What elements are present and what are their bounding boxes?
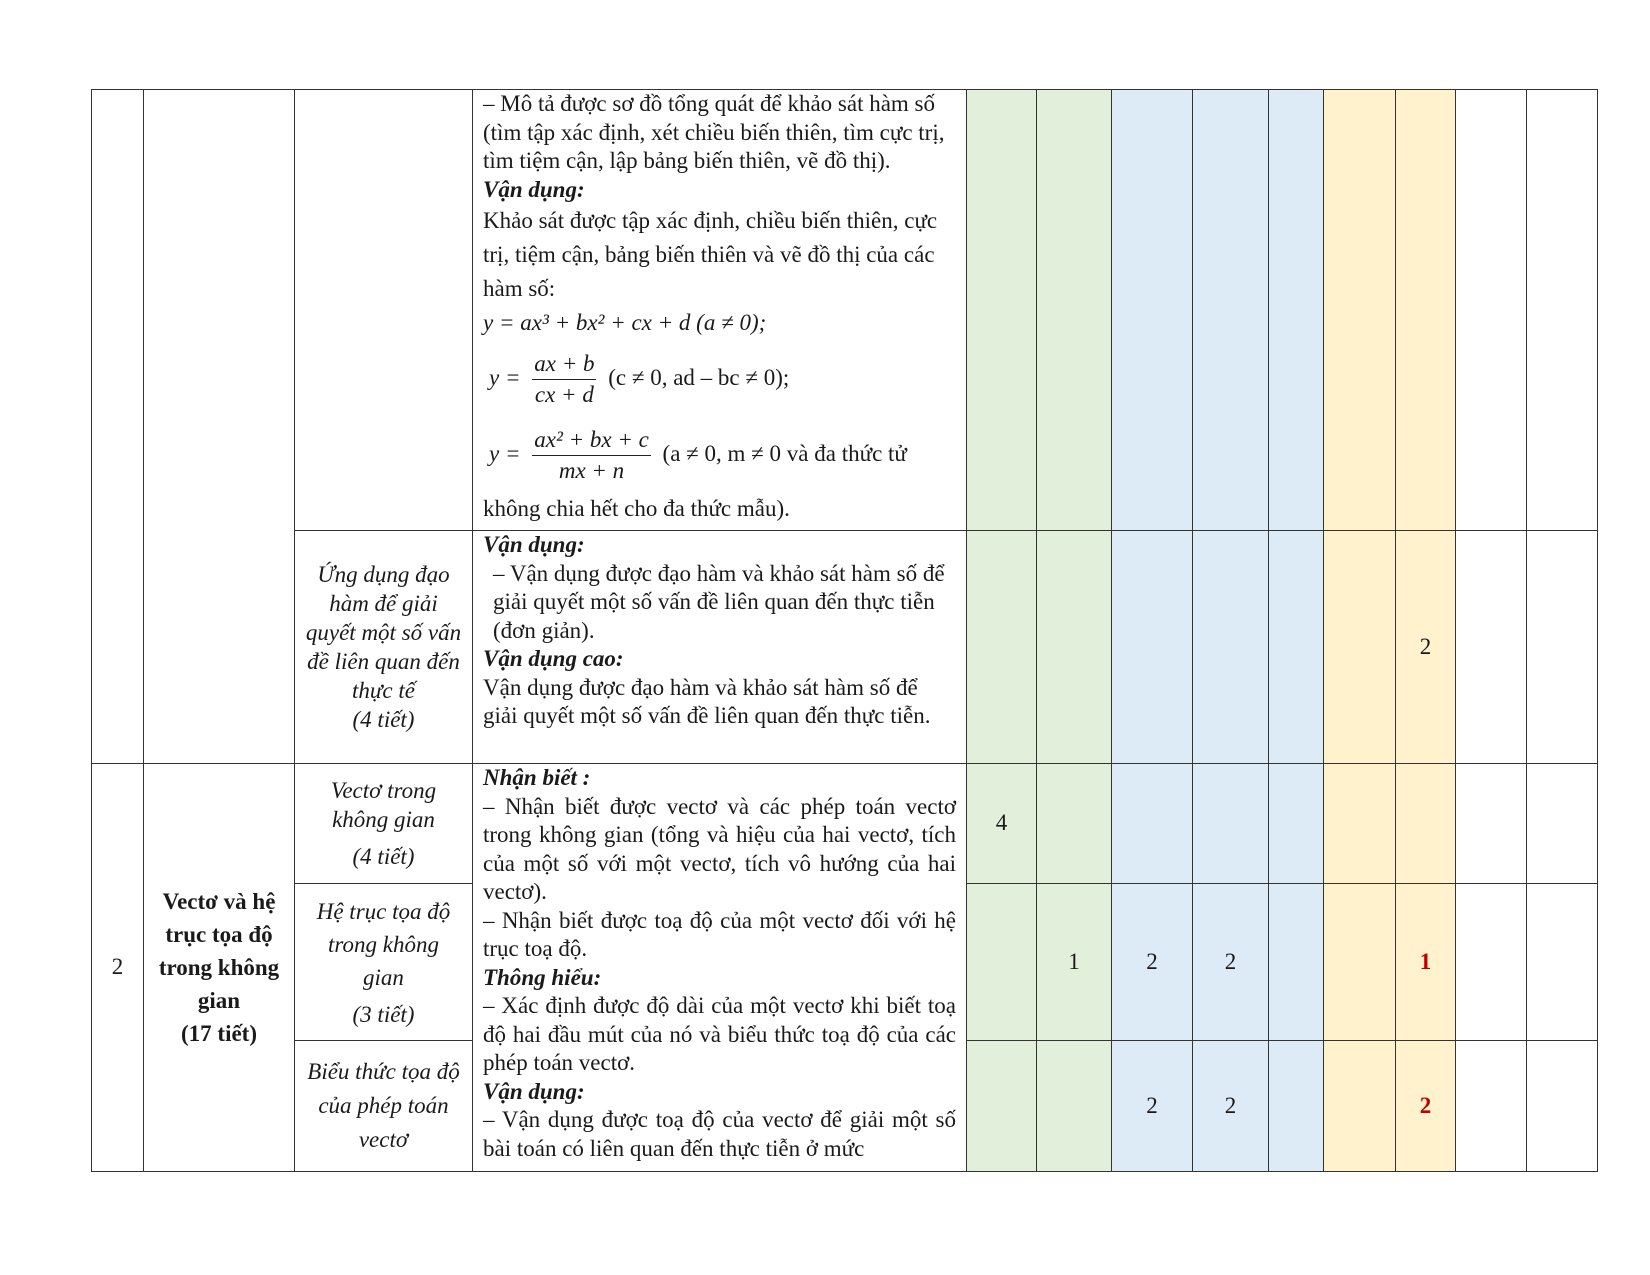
count-cell — [1269, 884, 1324, 1041]
level-heading-understand: Thông hiểu: — [483, 964, 602, 990]
level-heading-apply: Vận dụng: — [483, 532, 585, 557]
formula-lhs: y = — [489, 365, 521, 390]
requirement-text: – Nhận biết được toạ độ của một vectơ đối với hệ trục toạ độ. — [483, 907, 956, 961]
unit-name: Hệ trục tọa độ trong không gian — [316, 899, 451, 990]
requirement-text: Khảo sát được tập xác định, chiều biến thiên, cực trị, tiệm cận, bảng biến thiên và vẽ đồ thị của các hàm số: — [483, 208, 938, 301]
count-cell — [1527, 764, 1598, 884]
table-row — [92, 764, 1598, 884]
count-cell — [1324, 531, 1396, 764]
unit-name: Vectơ trong không gian — [330, 778, 437, 832]
count-cell — [1456, 884, 1527, 1041]
requirement-text: – Nhận biết được vectơ và các phép toán vectơ trong không gian (tổng và hiệu của hai vectơ, tích của một số với một vectơ, tích vô hướng của hai vectơ). — [483, 793, 956, 904]
topic-cell — [144, 764, 295, 1172]
count-cell — [1527, 1041, 1598, 1172]
count-cell — [1112, 764, 1193, 884]
unit-cell — [295, 531, 473, 764]
count-cell — [1037, 1041, 1112, 1172]
count-cell — [1269, 531, 1324, 764]
formula-rational-2 — [483, 416, 956, 492]
topic-hours: (17 tiết) — [181, 1021, 257, 1046]
count-cell: 2 — [1112, 884, 1193, 1041]
fraction — [532, 425, 651, 486]
count-cell: 1 — [1037, 884, 1112, 1041]
unit-cell — [295, 884, 473, 1041]
requirement-text: – Mô tả được sơ đồ tổng quát để khảo sát hàm số (tìm tập xác định, xét chiều biến thiên, tìm cực trị, tìm tiệm cận, lập bảng biến thiên, vẽ đồ thị). — [483, 91, 945, 173]
level-heading-high: Vận dụng cao: — [483, 646, 624, 671]
count-cell — [1456, 90, 1527, 531]
requirement-text: không chia hết cho đa thức mẫu). — [483, 496, 790, 521]
fraction — [532, 349, 596, 410]
count-cell — [967, 531, 1037, 764]
unit-cell — [295, 764, 473, 884]
count-cell — [1456, 531, 1527, 764]
count-cell — [967, 884, 1037, 1041]
requirements-cell — [473, 764, 967, 1172]
fraction-denominator: cx + d — [534, 382, 594, 408]
table-row — [92, 531, 1598, 764]
count-cell — [967, 1041, 1037, 1172]
count-cell — [1324, 1041, 1396, 1172]
unit-name: Biểu thức tọa độ của phép toán vectơ — [307, 1059, 460, 1152]
specification-table — [91, 89, 1598, 1172]
formula-cubic: y = ax³ + bx² + cx + d (a ≠ 0); — [483, 310, 767, 335]
unit-name: Ứng dụng đạo hàm để giải quyết một số vấn đề liên quan đến thực tế — [305, 562, 462, 703]
unit-cell — [295, 1041, 473, 1172]
formula-lhs: y = — [489, 441, 521, 466]
unit-cell-empty — [295, 90, 473, 531]
level-heading-know: Nhận biết : — [483, 765, 591, 790]
count-cell: 2 — [1193, 884, 1269, 1041]
count-cell — [1324, 764, 1396, 884]
count-cell: 2 — [1193, 1041, 1269, 1172]
fraction-numerator: ax + b — [532, 349, 596, 380]
count-cell — [1112, 90, 1193, 531]
count-cell — [1456, 1041, 1527, 1172]
fraction-denominator: mx + n — [558, 458, 625, 484]
count-cell — [1269, 90, 1324, 531]
fraction-numerator: ax² + bx + c — [532, 425, 651, 456]
unit-hours: (4 tiết) — [352, 844, 415, 869]
topic-title: Vectơ và hệ trục tọa độ trong không gian — [158, 889, 280, 1013]
count-cell — [1037, 764, 1112, 884]
level-heading-apply: Vận dụng: — [483, 1078, 585, 1104]
count-cell: 2 — [1396, 1041, 1456, 1172]
count-cell: 2 — [1396, 531, 1456, 764]
count-cell — [1324, 90, 1396, 531]
count-cell — [1193, 764, 1269, 884]
count-cell — [1037, 531, 1112, 764]
count-cell — [1396, 764, 1456, 884]
formula-condition: (c ≠ 0, ad – bc ≠ 0); — [608, 365, 790, 390]
count-cell — [1527, 531, 1598, 764]
count-cell — [1456, 764, 1527, 884]
count-cell — [1193, 90, 1269, 531]
count-cell — [1269, 764, 1324, 884]
count-cell — [1396, 90, 1456, 531]
index-cell-empty — [92, 90, 144, 764]
unit-hours: (4 tiết) — [352, 707, 415, 732]
count-cell — [967, 90, 1037, 531]
requirement-text: – Vận dụng được đạo hàm và khảo sát hàm số để giải quyết một số vấn đề liên quan đến thực tiễn (đơn giản). — [493, 560, 945, 643]
count-cell — [1527, 90, 1598, 531]
count-cell — [1112, 531, 1193, 764]
count-cell — [1037, 90, 1112, 531]
topic-index: 2 — [92, 764, 144, 1172]
count-cell — [1324, 884, 1396, 1041]
requirement-text: Vận dụng được đạo hàm và khảo sát hàm số để giải quyết một số vấn đề liên quan đến thực tiễn. — [483, 674, 931, 728]
requirements-cell — [473, 90, 967, 531]
unit-hours: (3 tiết) — [352, 1002, 415, 1027]
level-heading-apply: Vận dụng: — [483, 176, 585, 202]
table-row — [92, 90, 1598, 531]
requirements-cell — [473, 531, 967, 764]
count-cell — [1269, 1041, 1324, 1172]
requirement-text: – Vận dụng được toạ độ của vectơ để giải một số bài toán có liên quan đến thực tiễn ở mức — [483, 1107, 956, 1161]
formula-rational-1 — [483, 340, 956, 416]
count-cell — [1527, 884, 1598, 1041]
count-cell: 1 — [1396, 884, 1456, 1041]
requirement-text: – Xác định được độ dài của một vectơ khi biết toạ độ hai đầu mút của nó và biểu thức toạ độ của các phép toán vectơ. — [483, 993, 956, 1075]
count-cell — [1193, 531, 1269, 764]
count-cell: 4 — [967, 764, 1037, 884]
count-cell: 2 — [1112, 1041, 1193, 1172]
topic-cell-empty — [144, 90, 295, 764]
formula-condition: (a ≠ 0, m ≠ 0 và đa thức tử — [662, 441, 907, 466]
